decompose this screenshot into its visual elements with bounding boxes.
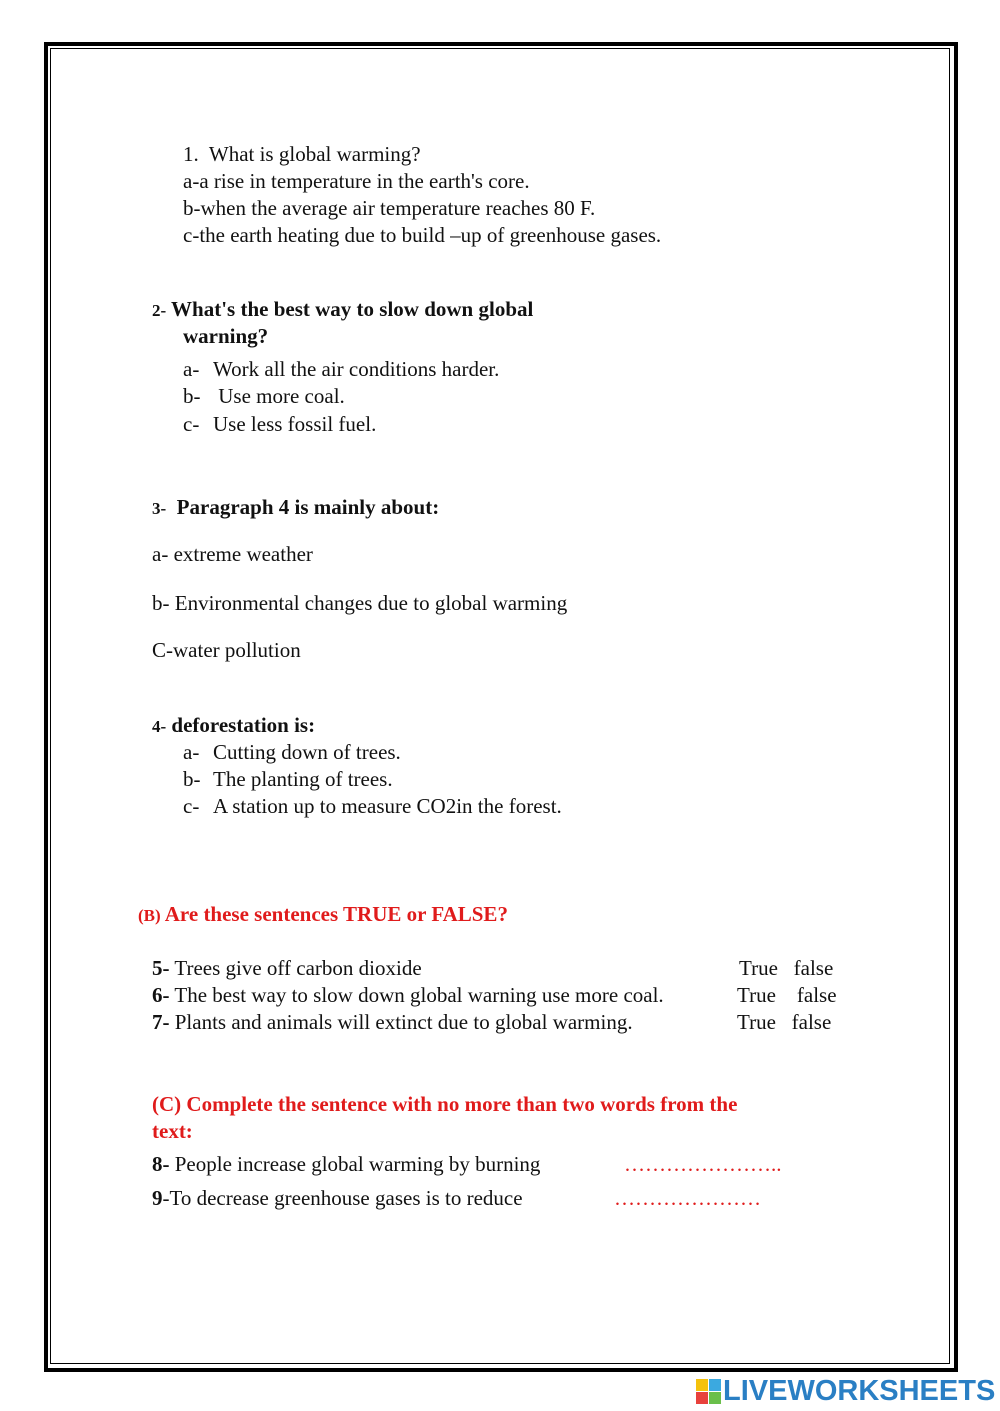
q2-text-line1: What's the best way to slow down global: [171, 297, 534, 321]
q3-option-b: b- Environmental changes due to global warming: [152, 591, 568, 615]
q4-text: deforestation is:: [171, 713, 316, 737]
q4-option-a: [183, 739, 401, 765]
tf-item-5-text: Trees give off carbon dioxide: [174, 956, 422, 980]
q4-question: [152, 712, 315, 740]
q3-question: [152, 494, 439, 522]
q4-option-a-text: Cutting down of trees.: [213, 740, 401, 764]
q1-question: [183, 141, 421, 167]
complete-item-9-number: 9: [152, 1186, 163, 1210]
tf-item-6-text: The best way to slow down global warning use more coal.: [174, 983, 664, 1007]
tf-item-7-number: 7-: [152, 1010, 170, 1034]
complete-item-9-text: -To decrease greenhouse gases is to reduce: [162, 1186, 523, 1210]
q1-option-c: c-the earth heating due to build –up of greenhouse gases.: [183, 223, 662, 247]
q2-option-c-letter: c-: [183, 412, 200, 436]
complete-item-9-blank[interactable]: …………………: [614, 1186, 761, 1210]
tf-item-7: [152, 1009, 633, 1035]
q4-number: 4-: [152, 717, 167, 736]
logo-mark-icon: [696, 1379, 721, 1404]
q2-option-b-text: Use more coal.: [213, 384, 345, 408]
tf-item-5: [152, 955, 422, 981]
q4-option-b-letter: b-: [183, 767, 201, 791]
q4-option-c: [183, 793, 562, 819]
q1-option-a: a-a rise in temperature in the earth's core.: [183, 169, 530, 193]
q4-option-b-text: The planting of trees.: [213, 767, 393, 791]
complete-item-9: [152, 1185, 523, 1211]
tf-item-6-true[interactable]: True: [737, 983, 776, 1007]
complete-item-8-number: 8-: [152, 1152, 170, 1176]
q4-option-b: [183, 766, 393, 792]
q3-option-c: C-water pollution: [152, 638, 301, 662]
tf-item-7-choices: [737, 1009, 831, 1035]
q2-number: 2-: [152, 301, 167, 320]
q1-number: 1.: [183, 142, 199, 166]
tf-item-7-true[interactable]: True: [737, 1010, 776, 1034]
tf-item-5-choices: [739, 955, 833, 981]
q2-option-c-text: Use less fossil fuel.: [213, 412, 377, 436]
tf-item-7-false[interactable]: false: [791, 1010, 832, 1034]
q2-text-line2: warning?: [183, 324, 269, 348]
q3-text: Paragraph 4 is mainly about:: [176, 495, 440, 519]
q1-text: What is global warming?: [208, 142, 421, 166]
tf-item-7-text: Plants and animals will extinct due to global warming.: [174, 1010, 633, 1034]
section-c-heading-line2: text:: [152, 1119, 193, 1143]
q3-number: 3-: [152, 499, 167, 518]
tf-item-6-choices: [737, 982, 837, 1008]
complete-item-8-text: People increase global warming by burning: [174, 1152, 541, 1176]
q2-option-a: [183, 356, 499, 382]
logo-text: LIVEWORKSHEETS: [723, 1374, 996, 1407]
tf-item-5-true[interactable]: True: [739, 956, 778, 980]
section-b-label: (B): [138, 906, 161, 925]
q1-option-b: b-when the average air temperature reaches 80 F.: [183, 196, 596, 220]
q2-option-b: [183, 383, 345, 409]
q2-option-a-text: Work all the air conditions harder.: [213, 357, 500, 381]
section-b-title: Are these sentences TRUE or FALSE?: [164, 902, 508, 926]
q3-option-a: a- extreme weather: [152, 542, 313, 566]
q4-option-c-letter: c-: [183, 794, 200, 818]
q4-option-a-letter: a-: [183, 740, 200, 764]
section-c-heading-line1: (C) Complete the sentence with no more than two words from the: [152, 1092, 738, 1116]
q2-option-a-letter: a-: [183, 357, 200, 381]
q4-option-c-text: A station up to measure CO2in the forest.: [213, 794, 562, 818]
complete-item-8: [152, 1151, 540, 1177]
q2-option-c: [183, 411, 376, 437]
tf-item-6-false[interactable]: false: [796, 983, 837, 1007]
tf-item-6-number: 6-: [152, 983, 170, 1007]
tf-item-5-number: 5-: [152, 956, 170, 980]
q2-question: [152, 296, 533, 324]
complete-item-8-blank[interactable]: …………………..: [624, 1152, 782, 1176]
q2-option-b-letter: b-: [183, 384, 201, 408]
tf-item-6: [152, 982, 664, 1008]
liveworksheets-logo[interactable]: [696, 1374, 995, 1408]
section-b-heading: [138, 901, 508, 929]
tf-item-5-false[interactable]: false: [793, 956, 834, 980]
